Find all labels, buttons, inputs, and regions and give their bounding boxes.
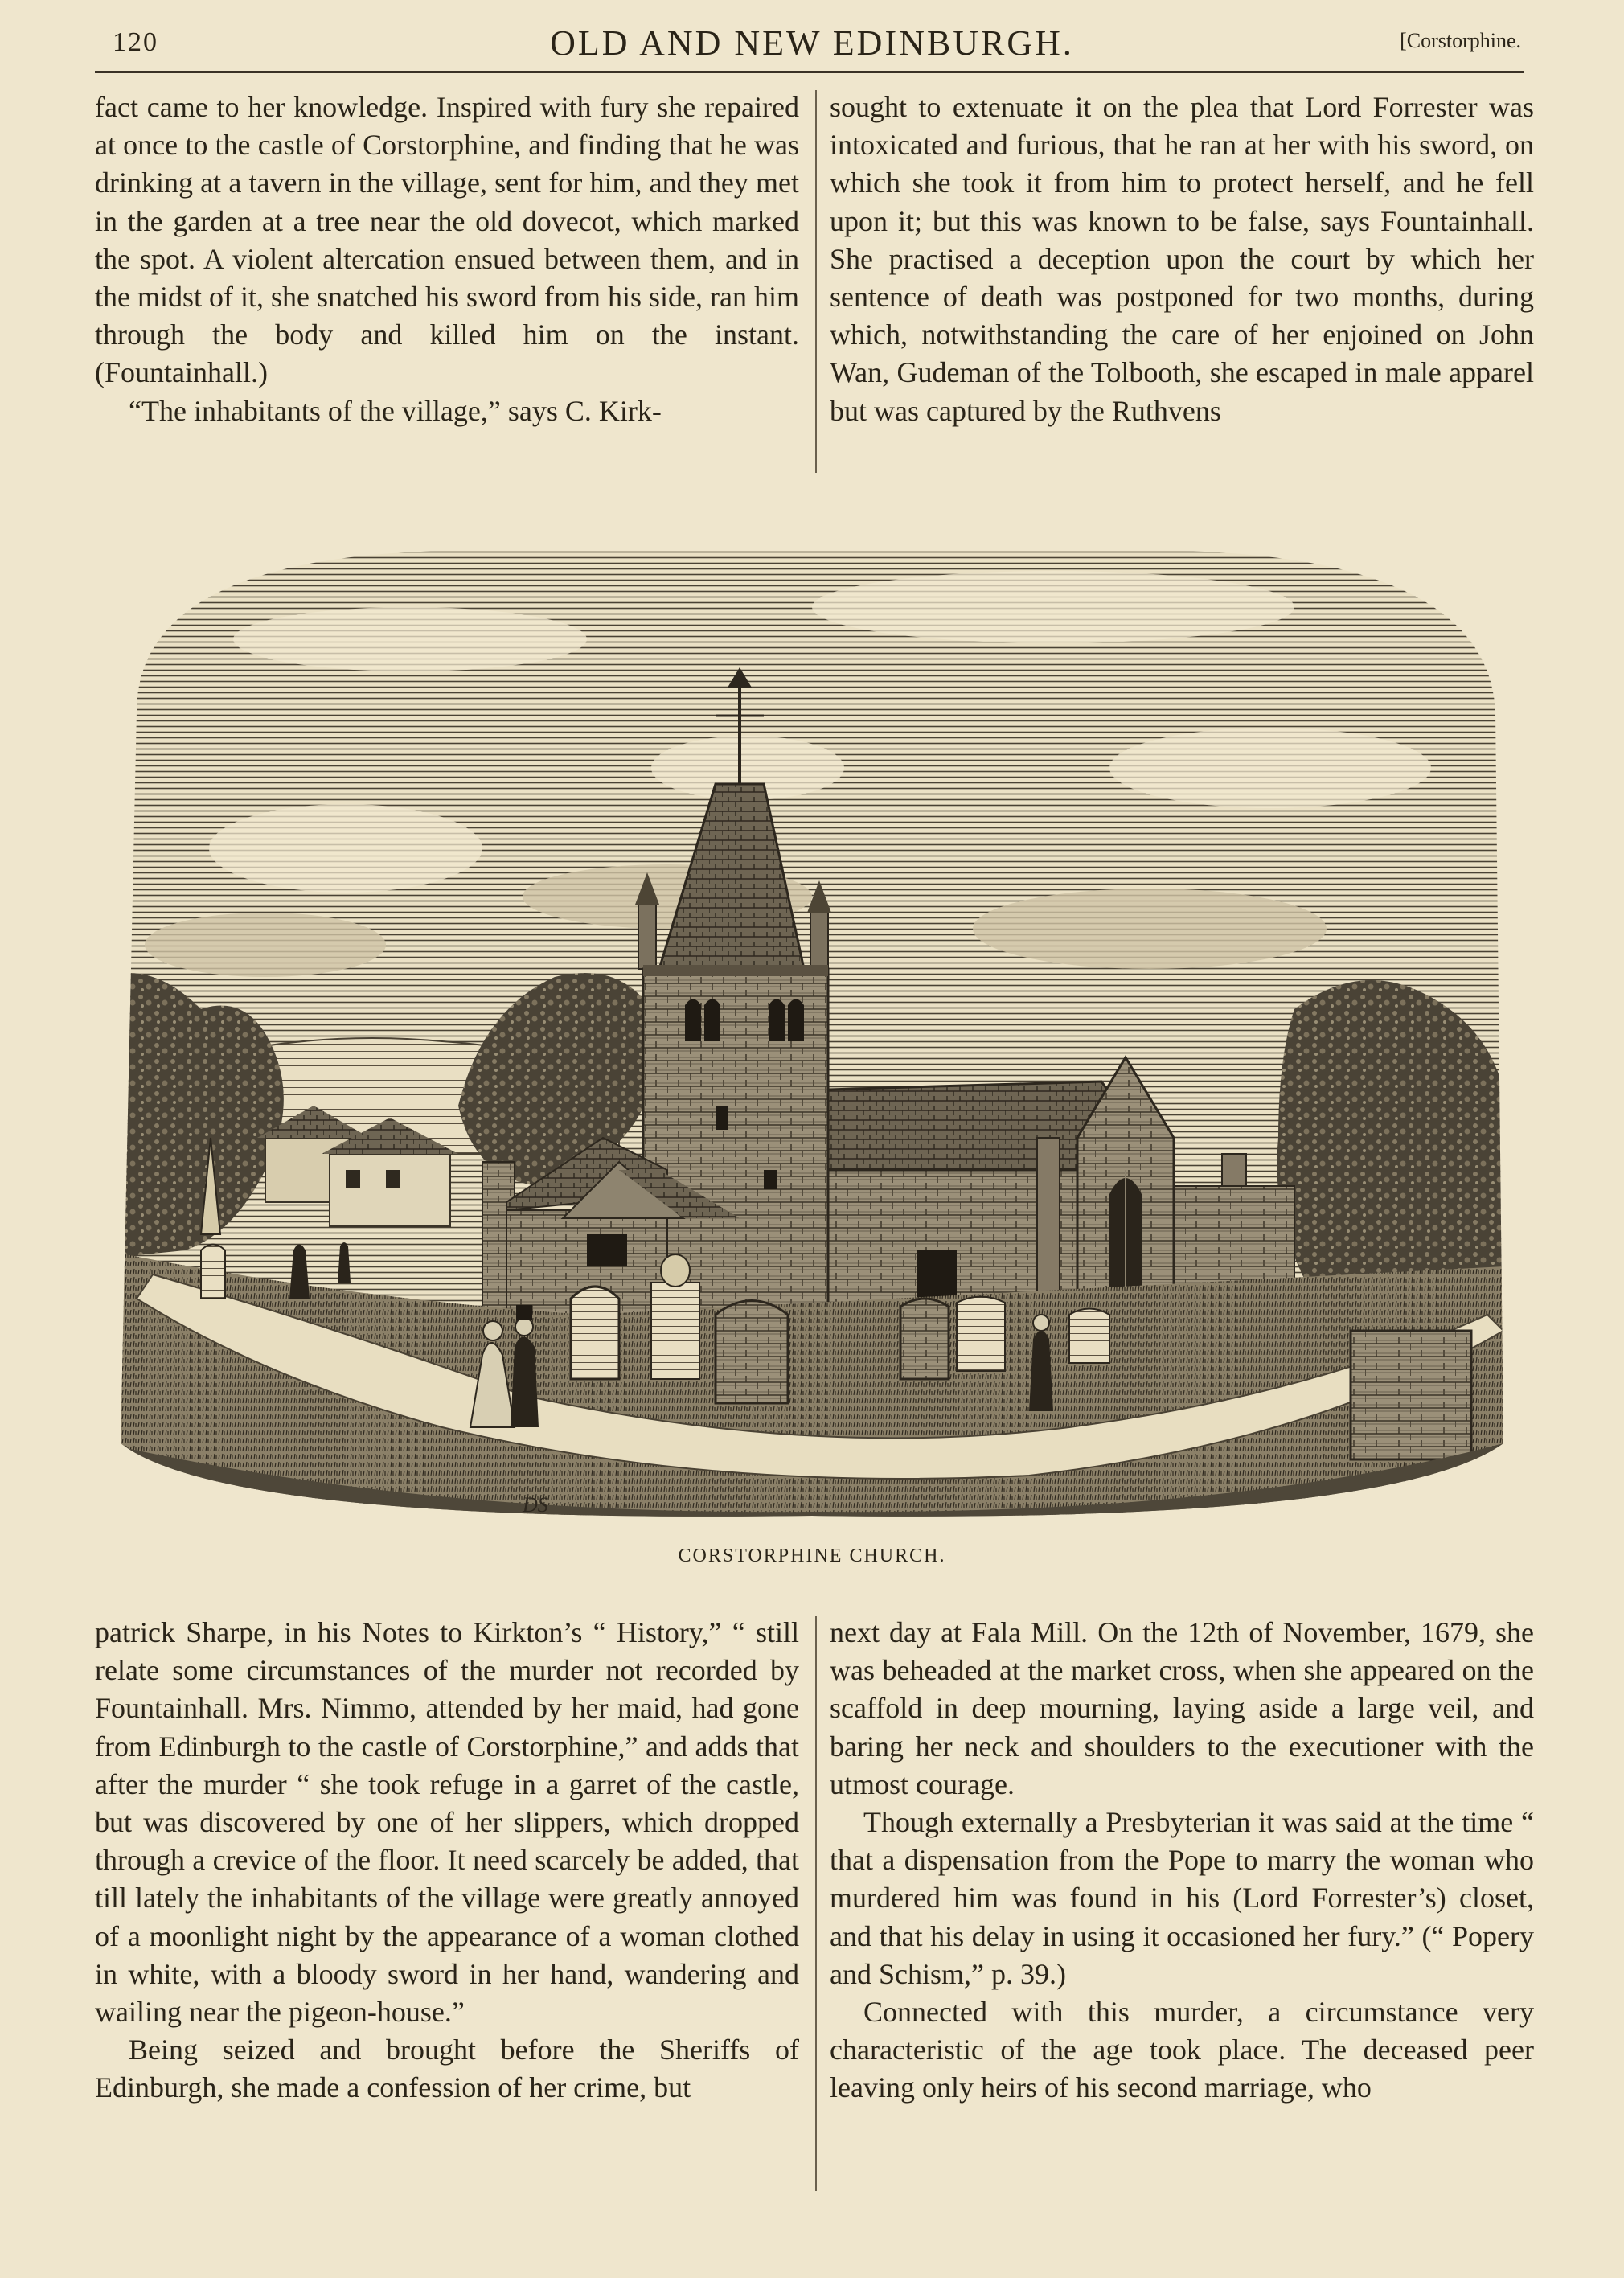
- engraving-scene: [105, 527, 1519, 1524]
- top-left-column: [95, 88, 799, 430]
- paragraph: Being seized and brought before the Sheriffs of Edinburgh, she made a confession of her crime, but: [95, 2034, 799, 2104]
- paragraph: Connected with this murder, a circumstance very characteristic of the age took place. The deceased peer leaving only heirs of his second marriage, who: [830, 1996, 1534, 2104]
- paragraph: fact came to her knowledge. Inspired with fury she repaired at once to the castle of Corstorphine, and finding that he was drinking at a tavern in the village, sent for him, and they met in the garden at a tree near the old dovecot, which marked the spot. A violent altercation ensued between them, and in the midst of it, she snatched his sword from his side, ran him through the body and killed him on the instant. (Fountainhall.): [95, 91, 799, 389]
- engraver-signature: DS: [523, 1493, 548, 1517]
- header-rule: [95, 71, 1524, 73]
- paragraph: Though externally a Presbyterian it was said at the time “ that a dispensation from the Pope to marry the woman who murdered him was found in his (Lord Forrester’s) closet, and that his delay in using it occasioned her fury.” (“ Popery and Schism,” p. 39.): [830, 1806, 1534, 1990]
- stone-wall: [1351, 1331, 1471, 1459]
- column-divider: [815, 1616, 817, 2191]
- illustration-caption: CORSTORPHINE CHURCH.: [678, 1545, 946, 1566]
- top-right-column: [830, 88, 1534, 430]
- section-tag: [Corstorphine.: [1400, 29, 1521, 52]
- paragraph: next day at Fala Mill. On the 12th of November, 1679, she was beheaded at the market cross, when she appeared on the scaffold in deep mourning, laying aside a large veil, and baring her neck and shoulders to the executioner with the utmost courage.: [830, 1616, 1534, 1800]
- bottom-left-column: [95, 1614, 799, 2108]
- bottom-right-column: [830, 1614, 1534, 2108]
- engraving: [105, 527, 1519, 1524]
- running-title: OLD AND NEW EDINBURGH.: [550, 23, 1074, 63]
- paragraph: sought to extenuate it on the plea that Lord Forrester was intoxicated and furious, that he ran at her with his sword, on which she took it from him to protect herself, and he fell upon it; but this was known to be false, says Fountainhall. She practised a deception upon the court by which her sentence of death was postponed for two months, during which, notwithstanding the care of her enjoined on John Wan, Gudeman of the Tolbooth, she escaped in male apparel but was captured by the Ruthvens: [830, 91, 1534, 427]
- church-illustration: [105, 527, 1519, 1524]
- trees-right: [1277, 980, 1503, 1291]
- page-number: 120: [113, 27, 158, 57]
- column-divider: [815, 90, 817, 473]
- paragraph: “The inhabitants of the village,” says C. Kirk-: [129, 394, 662, 427]
- paragraph: patrick Sharpe, in his Notes to Kirkton’s “ History,” “ still relate some circumstances of the murder not recorded by Fountainhall. Mrs. Nimmo, attended by her maid, had gone from Edinburgh to the castle of Corstorphine,” and adds that after the murder “ she took refuge in a garret of the castle, but was discovered by one of her slippers, which dropped through a crevice of the floor. It need scarcely be added, that till lately the inhabitants of the village were greatly annoyed of a moonlight night by the appearance of a woman clothed in white, with a bloody sword in her hand, wandering and wailing near the pigeon-house.”: [95, 1616, 799, 2029]
